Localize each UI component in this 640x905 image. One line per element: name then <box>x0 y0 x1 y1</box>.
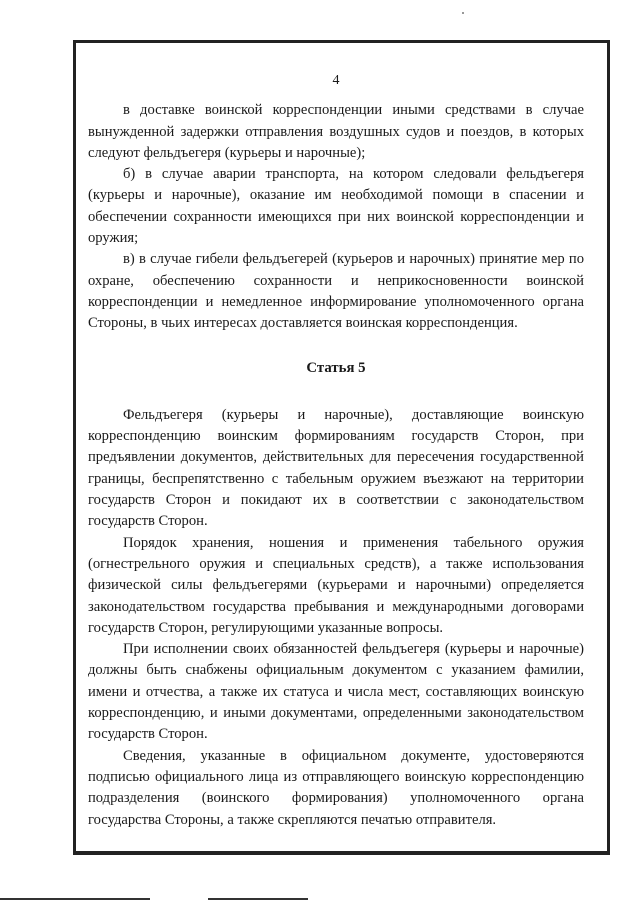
article-title: Статья 5 <box>306 359 366 376</box>
paragraph-item-b: б) в случае аварии транспорта, на котором следовали фельдъегеря (курьеры и нарочные), оказание им необходимой помощи в спасении и обеспечении сохранности имеющихся при них воинской корреспонденции и оружия; <box>88 166 584 247</box>
paragraph-item-v: в) в случае гибели фельдъегерей (курьеров и нарочных) принятие мер по охране, обеспечению сохранности и неприкосновенности воинской корреспонденции и немедленное информирование уполномоченного органа Стороны, в чьих интересах доставляется воинская корреспонденция. <box>88 251 584 332</box>
paragraph-article-5-1: Фельдъегеря (курьеры и нарочные), доставляющие воинскую корреспонденцию воинским формированиям государств Сторон, при предъявлении документов, действительных для пересечения государственной границы, беспрепятственно с табельным оружием въезжают на территории государств Сторон и покидают их в соответствии с законодательством государств Сторон. <box>88 406 584 530</box>
scan-artifact-line-left <box>0 898 150 900</box>
document-body <box>88 70 584 831</box>
page-number: 4 <box>332 73 340 88</box>
scan-artifact-line-right <box>208 898 308 900</box>
paragraph-article-5-2: Порядок хранения, ношения и применения табельного оружия (огнестрельного оружия и специальных средств), а также использования физической силы фельдъегерями (курьерами и нарочными) определяется законодательством государства пребывания и международными договорами государств Сторон, регулирующими указанные вопросы. <box>88 534 584 636</box>
scan-artifact-speck <box>462 12 464 14</box>
paragraph-article-5-4: Сведения, указанные в официальном документе, удостоверяются подписью официального лица из отправляющего воинскую корреспонденцию подразделения (воинского формирования) уполномоченного органа государства Стороны, а также скрепляются печатью отправителя. <box>88 747 584 828</box>
paragraph-delivery-continuation: в доставке воинской корреспонденции иными средствами в случае вынужденной задержки отправления воздушных судов и поездов, в которых следуют фельдъегеря (курьеры и нарочные); <box>88 102 584 161</box>
paragraph-article-5-3: При исполнении своих обязанностей фельдъегеря (курьеры и нарочные) должны быть снабжены официальным документом с указанием фамилии, имени и отчества, а также их статуса и числа мест, составляющих воинскую корреспонденцию, и иными документами, определенными законодательством государств Сторон. <box>88 641 584 743</box>
